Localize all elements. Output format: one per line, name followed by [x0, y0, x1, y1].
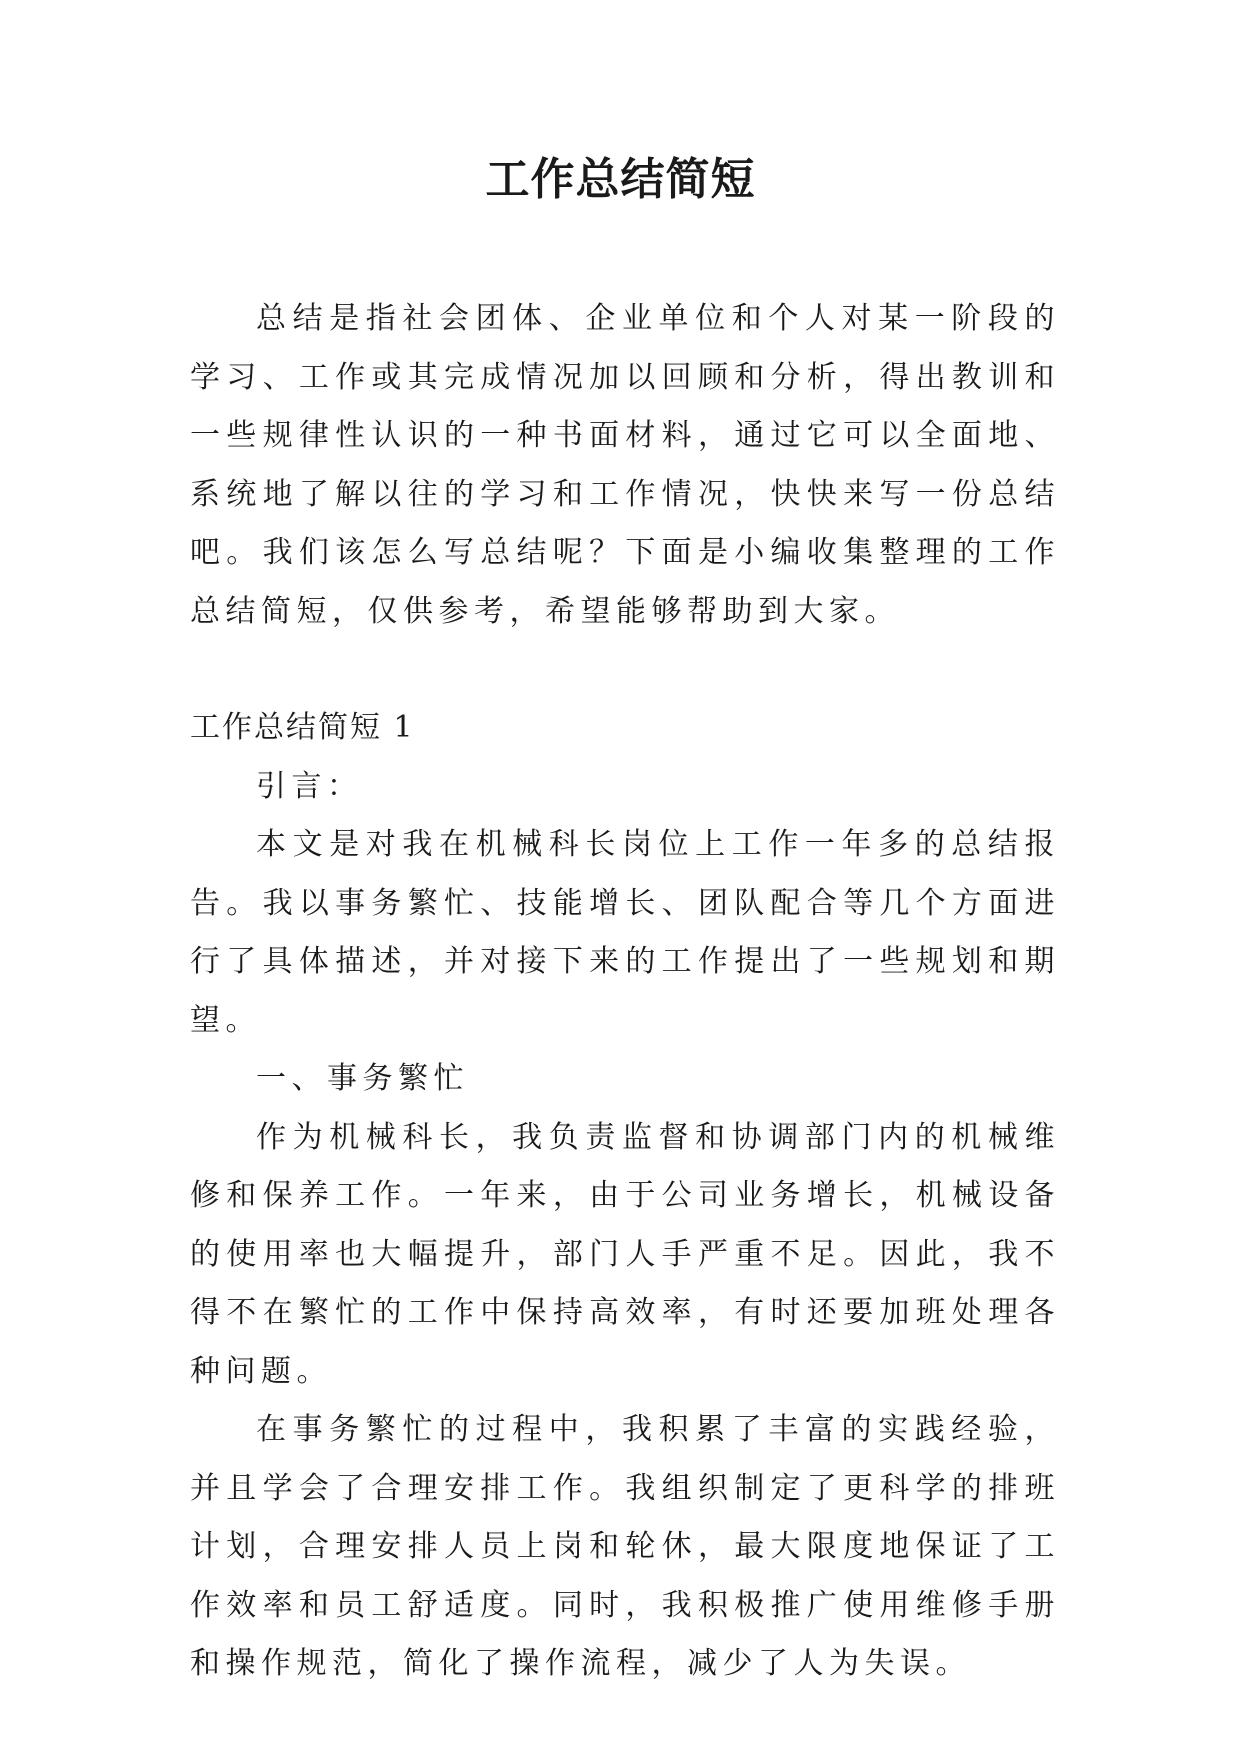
part1-heading: 一、事务繁忙 — [256, 1061, 469, 1096]
part1-paragraph-1: 作为机械科长，我负责监督和协调部门内的机械维修和保养工作。一年来，由于公司业务增长，机械设备的使用率也大幅提升，部门人手严重不足。因此，我不得不在繁忙的工作中保持高效率，有时还要加班处理各种问题。 — [190, 1119, 1060, 1389]
document-body — [190, 290, 1060, 1694]
spacer — [190, 641, 1060, 699]
preface-label: 引言： — [256, 768, 363, 804]
part1-paragraph-2: 在事务繁忙的过程中，我积累了丰富的实践经验，并且学会了合理安排工作。我组织制定了更科学的排班计划，合理安排人员上岗和轮休，最大限度地保证了工作效率和员工舒适度。同时，我积极推广使用维修手册和操作规范，简化了操作流程，减少了人为失误。 — [190, 1412, 1060, 1681]
section-title: 工作总结简短 1 — [190, 710, 415, 745]
document-title: 工作总结简短 — [485, 154, 756, 205]
preface-paragraph: 本文是对我在机械科长岗位上工作一年多的总结报告。我以事务繁忙、技能增长、团队配合等几个方面进行了具体描述，并对接下来的工作提出了一些规划和期望。 — [190, 827, 1060, 1038]
intro-paragraph: 总结是指社会团体、企业单位和个人对某一阶段的学习、工作或其完成情况加以回顾和分析，得出教训和一些规律性认识的一种书面材料，通过它可以全面地、系统地了解以往的学习和工作情况，快快来写一份总结吧。我们该怎么写总结呢？下面是小编收集整理的工作总结简短，仅供参考，希望能够帮助到大家。 — [190, 301, 1060, 629]
